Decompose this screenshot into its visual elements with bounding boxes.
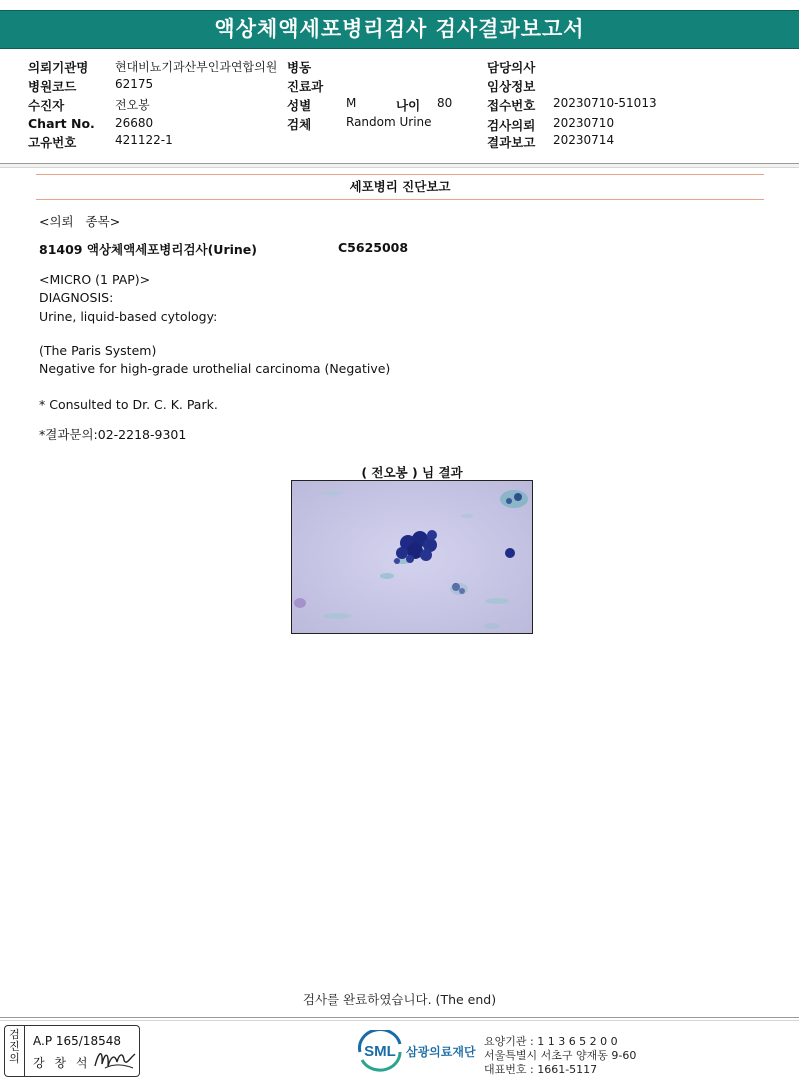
sml-logo-icon (356, 1030, 404, 1072)
age-label: 나이 (396, 98, 421, 113)
pathologist-name: 강 창 석 (33, 1056, 91, 1070)
request-value: 20230710 (553, 116, 615, 130)
contact-note: *결과문의:02-2218-9301 (39, 427, 187, 442)
report-date-label: 결과보고 (487, 135, 536, 150)
ap-number: A.P 165/18548 (33, 1034, 121, 1048)
image-caption: ( 전오봉 ) 님 결과 (361, 465, 463, 480)
chart-label: Chart No. (28, 116, 95, 131)
report-title: 액상체액세포병리검사 검사결과보고서 (0, 10, 799, 49)
chart-value: 26680 (115, 116, 154, 130)
patient-label: 수진자 (28, 98, 65, 113)
confirm-label (5, 1026, 25, 1076)
report-date-value: 20230714 (553, 133, 615, 147)
ward-label: 병동 (287, 60, 312, 75)
clinical-info-label: 임상정보 (487, 79, 536, 94)
footer-divider (0, 1017, 799, 1021)
hospital-code-label: 병원코드 (28, 79, 77, 94)
sex-value: M (346, 96, 357, 110)
organization-name: 삼광의료재단 (406, 1045, 476, 1059)
header-divider (0, 163, 799, 168)
pathologist-signature-box (4, 1025, 140, 1077)
specimen-description: Urine, liquid-based cytology: (39, 309, 218, 324)
sex-label: 성별 (287, 98, 312, 113)
signature-image (93, 1046, 137, 1072)
institution-value: 현대비뇨기과산부인과연합의원 (115, 60, 278, 74)
diagnosis-label: DIAGNOSIS: (39, 290, 114, 305)
confirm-char: 검 (9, 1028, 20, 1041)
organization-address: 서울특별시 서초구 양재동 9-60 (484, 1049, 637, 1062)
order-heading: <의뢰 종목> (39, 214, 121, 229)
unique-no-value: 421122-1 (115, 133, 173, 147)
confirm-char: 의 (9, 1052, 20, 1065)
paris-system: (The Paris System) (39, 343, 157, 358)
cytology-image (291, 480, 533, 634)
patient-value: 전오봉 (115, 98, 150, 112)
institution-label: 의뢰기관명 (28, 60, 89, 75)
section-title: 세포병리 진단보고 (36, 174, 764, 200)
diagnosis-result: Negative for high-grade urothelial carcinoma (Negative) (39, 361, 391, 376)
request-label: 검사의뢰 (487, 118, 536, 133)
receipt-no-value: 20230710-51013 (553, 96, 657, 110)
hospital-code-value: 62175 (115, 77, 154, 91)
consult-note: * Consulted to Dr. C. K. Park. (39, 397, 218, 412)
receipt-no-label: 접수번호 (487, 98, 536, 113)
sml-logo-text: SML (364, 1043, 396, 1060)
department-label: 진료과 (287, 79, 324, 94)
doctor-label: 담당의사 (487, 60, 536, 75)
age-value: 80 (437, 96, 453, 110)
unique-no-label: 고유번호 (28, 135, 77, 150)
patient-info (0, 54, 799, 154)
order-line: 81409 액상체액세포병리검사(Urine) (39, 242, 257, 257)
end-notice: 검사를 완료하였습니다. (The end) (302, 992, 497, 1007)
specimen-label: 검체 (287, 117, 312, 132)
care-institution-number: 요양기관 : 1 1 3 6 5 2 0 0 (484, 1035, 618, 1048)
confirm-char: 진 (9, 1040, 20, 1053)
organization-phone: 대표번호 : 1661-5117 (484, 1063, 598, 1076)
micro-heading: <MICRO (1 PAP)> (39, 272, 151, 287)
specimen-value: Random Urine (346, 115, 432, 129)
order-code: C5625008 (338, 240, 409, 255)
